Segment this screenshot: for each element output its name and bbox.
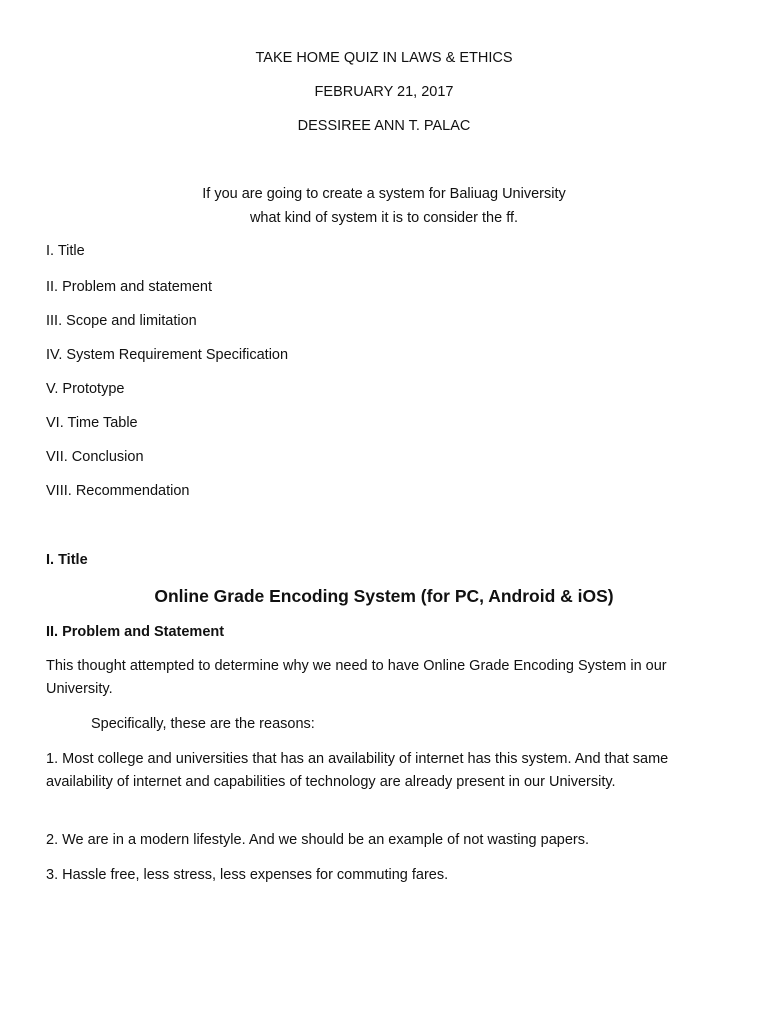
reasons-lead: Specifically, these are the reasons: bbox=[91, 716, 315, 732]
document-date: FEBRUARY 21, 2017 bbox=[314, 84, 454, 100]
outline-item-srs: IV. System Requirement Specification bbox=[46, 347, 289, 363]
document-title: TAKE HOME QUIZ IN LAWS & ETHICS bbox=[255, 50, 513, 66]
outline-item-title: I. Title bbox=[46, 243, 85, 259]
outline-item-scope: III. Scope and limitation bbox=[46, 313, 197, 329]
outline-item-recommendation: VIII. Recommendation bbox=[46, 483, 190, 499]
system-title: Online Grade Encoding System (for PC, Android & iOS) bbox=[154, 586, 614, 606]
document-author: DESSIREE ANN T. PALAC bbox=[297, 118, 471, 134]
outline-item-conclusion: VII. Conclusion bbox=[46, 449, 144, 465]
outline-item-timetable: VI. Time Table bbox=[46, 415, 138, 431]
reason-item-3: 3. Hassle free, less stress, less expenses for commuting fares. bbox=[46, 867, 449, 883]
section-heading-problem: II. Problem and Statement bbox=[46, 624, 225, 640]
outline-item-problem: II. Problem and statement bbox=[46, 279, 213, 295]
outline-item-prototype: V. Prototype bbox=[46, 381, 125, 397]
problem-intro-paragraph: This thought attempted to determine why we need to have Online Grade Encoding System in our University. bbox=[46, 658, 667, 697]
prompt-line-1: If you are going to create a system for Baliuag University bbox=[202, 186, 566, 202]
reason-item-2: 2. We are in a modern lifestyle. And we should be an example of not wasting papers. bbox=[46, 832, 589, 848]
reason-item-1: 1. Most college and universities that has an availability of internet has this system. And that same availability of internet and capabilities of technology are already present in our University. bbox=[46, 751, 669, 790]
section-heading-title: I. Title bbox=[46, 552, 88, 568]
prompt-line-2: what kind of system it is to consider the ff. bbox=[249, 210, 519, 226]
